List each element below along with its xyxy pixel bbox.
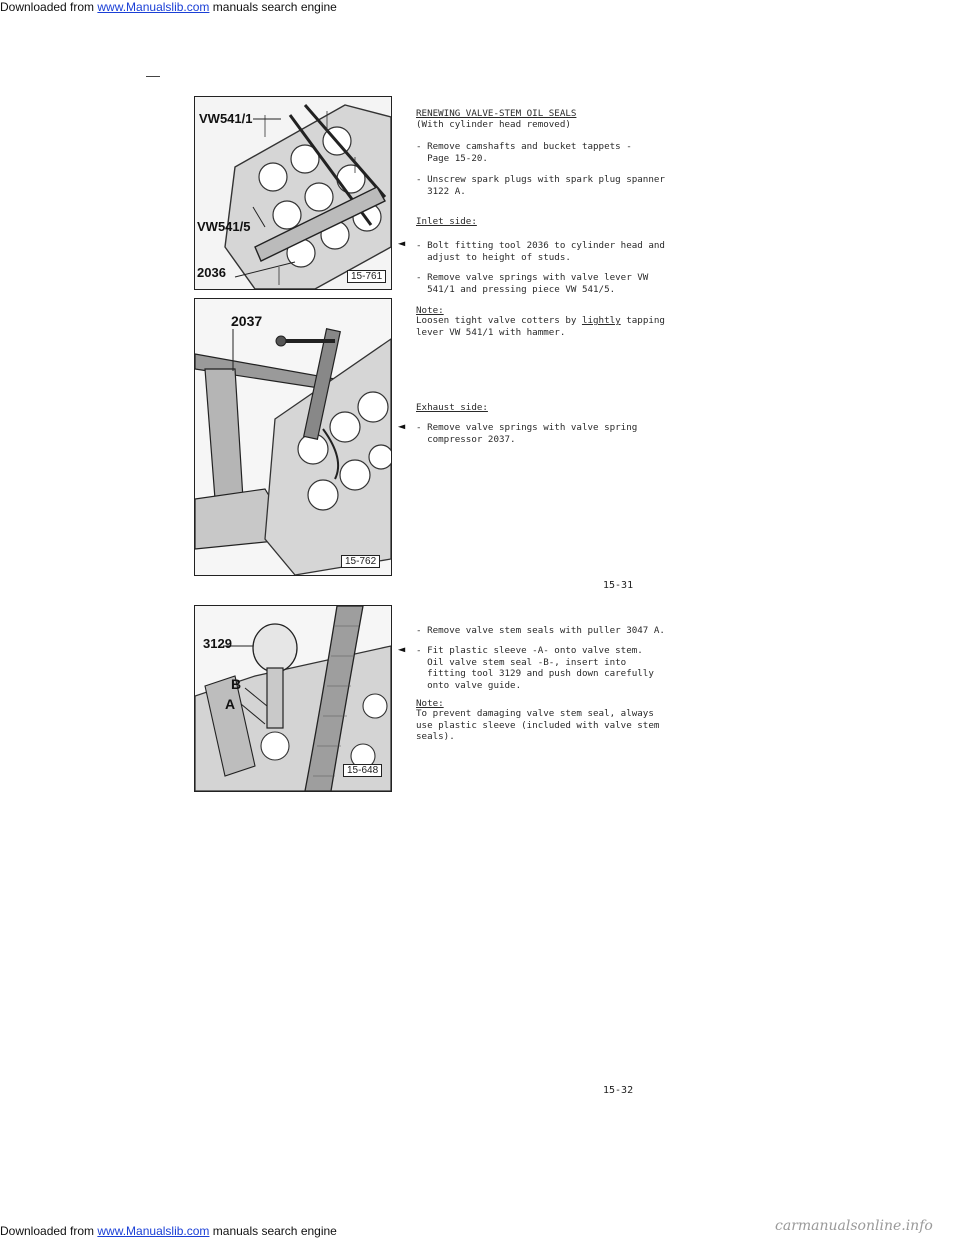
- valve-spring-compressor-illustration: [195, 299, 391, 575]
- note-text-post: tapping lever VW 541/1 with hammer.: [416, 315, 665, 338]
- callout-b: B: [231, 676, 242, 692]
- footer-suffix: manuals search engine: [209, 1224, 337, 1238]
- manualslib-footer-link[interactable]: www.Manualslib.com: [97, 1224, 210, 1238]
- figure-number: 15-762: [341, 555, 380, 568]
- note-body: [416, 315, 665, 338]
- section-subtitle: (With cylinder head removed): [416, 119, 571, 130]
- callout-a: A: [225, 696, 236, 712]
- figure-number: 15-648: [343, 764, 382, 777]
- step-remove-valve-springs-inlet: - Remove valve springs with valve lever VW 541/1 and pressing piece VW 541/5.: [416, 272, 649, 295]
- section-title: RENEWING VALVE-STEM OIL SEALS: [416, 108, 577, 119]
- page-number: 15-31: [603, 580, 634, 591]
- note-text-pre: Loosen tight valve cotters by: [416, 315, 582, 326]
- callout-vw541-5: VW541/5: [197, 219, 251, 234]
- margin-dash: [146, 76, 160, 77]
- step-remove-valve-springs-exhaust: - Remove valve springs with valve spring compressor 2037.: [416, 422, 638, 445]
- note-heading: Note:: [416, 305, 444, 316]
- pointer-arrow-icon: ◄: [398, 236, 406, 250]
- page-number: 15-32: [603, 1085, 634, 1096]
- step-unscrew-spark-plugs: - Unscrew spark plugs with spark plug spanner 3122 A.: [416, 174, 665, 197]
- step-fit-plastic-sleeve: - Fit plastic sleeve -A- onto valve stem. Oil valve stem seal -B-, insert into fitting tool 3129 and push down carefully onto valve guide.: [416, 645, 654, 691]
- inlet-side-heading: Inlet side:: [416, 216, 477, 227]
- download-header: [0, 0, 337, 14]
- note-heading: Note:: [416, 698, 444, 709]
- download-footer: [0, 1224, 337, 1238]
- step-remove-camshafts: - Remove camshafts and bucket tappets - Page 15-20.: [416, 141, 632, 164]
- step-bolt-fitting-tool: - Bolt fitting tool 2036 to cylinder head and adjust to height of studs.: [416, 240, 665, 263]
- callout-3129: 3129: [203, 636, 232, 651]
- figure-number: 15-761: [347, 270, 386, 283]
- callout-vw541-1: VW541/1: [199, 111, 253, 126]
- exhaust-side-heading: Exhaust side:: [416, 402, 488, 413]
- header-suffix: manuals search engine: [209, 0, 337, 14]
- step-remove-valve-stem-seals: - Remove valve stem seals with puller 3047 A.: [416, 625, 665, 636]
- figure-valve-stem-seal-fitting: [194, 605, 392, 792]
- figure-inlet-side-tools: [194, 96, 392, 290]
- pointer-arrow-icon: ◄: [398, 419, 406, 433]
- pointer-arrow-icon: ◄: [398, 642, 406, 656]
- footer-prefix: Downloaded from: [0, 1224, 98, 1238]
- header-prefix: Downloaded from: [0, 0, 98, 14]
- note-text-emphasis: lightly: [581, 315, 621, 326]
- note-body: To prevent damaging valve stem seal, always use plastic sleeve (included with valve stem seals).: [416, 708, 660, 742]
- manualslib-link[interactable]: www.Manualslib.com: [97, 0, 210, 14]
- callout-2036: 2036: [197, 265, 226, 280]
- watermark: carmanualsonline.info: [775, 1218, 933, 1234]
- figure-exhaust-side-compressor: [194, 298, 392, 576]
- callout-2037: 2037: [231, 313, 263, 329]
